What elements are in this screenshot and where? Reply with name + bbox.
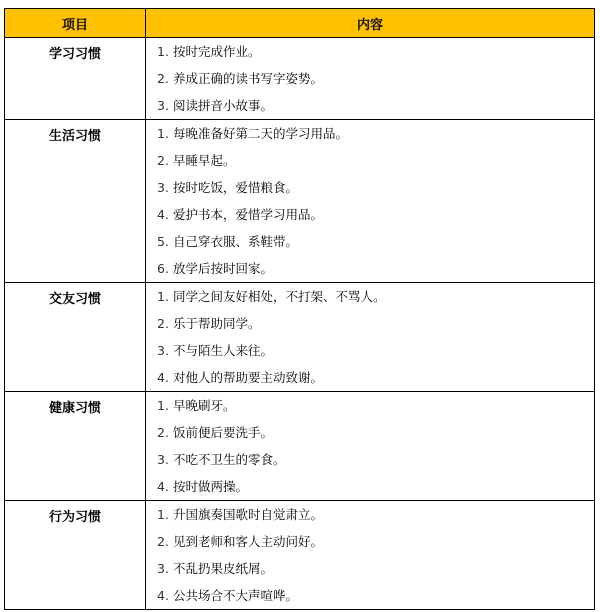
list-item-number: 2. — [157, 425, 169, 440]
list-item-text: 不与陌生人来往。 — [173, 343, 274, 358]
list-item-number: 1. — [157, 398, 169, 413]
list-item-number: 1. — [157, 289, 169, 304]
table-row — [5, 38, 595, 120]
content-list — [146, 120, 594, 282]
list-item-text: 阅读拼音小故事。 — [173, 98, 274, 113]
habits-table — [4, 8, 595, 610]
list-item-text: 乐于帮助同学。 — [173, 316, 261, 331]
list-item-text: 按时做两操。 — [173, 479, 249, 494]
header-content: 内容 — [146, 9, 595, 38]
category-cell: 行为习惯 — [5, 501, 146, 610]
list-item-text: 同学之间友好相处，不打架、不骂人。 — [173, 289, 386, 304]
list-item — [146, 419, 594, 446]
list-item — [146, 392, 594, 419]
list-item-number: 2. — [157, 534, 169, 549]
list-item — [146, 228, 594, 255]
list-item — [146, 65, 594, 92]
list-item-text: 爱护书本，爱惜学习用品。 — [173, 207, 324, 222]
list-item-text: 每晚准备好第二天的学习用品。 — [173, 126, 349, 141]
content-list — [146, 38, 594, 119]
header-row — [5, 9, 595, 38]
list-item-number: 2. — [157, 153, 169, 168]
table-row — [5, 501, 595, 610]
list-item — [146, 92, 594, 119]
table-header — [5, 9, 595, 38]
list-item-text: 早晚刷牙。 — [173, 398, 236, 413]
list-item — [146, 473, 594, 500]
list-item — [146, 283, 594, 310]
list-item-text: 对他人的帮助要主动致谢。 — [173, 370, 324, 385]
list-item-number: 5. — [157, 234, 169, 249]
list-item-number: 4. — [157, 588, 169, 603]
list-item-number: 6. — [157, 261, 169, 276]
list-item-number: 3. — [157, 561, 169, 576]
table-row — [5, 392, 595, 501]
list-item-text: 见到老师和客人主动问好。 — [173, 534, 324, 549]
content-cell — [146, 392, 595, 501]
list-item-text: 不吃不卫生的零食。 — [173, 452, 286, 467]
list-item-text: 养成正确的读书写字姿势。 — [173, 71, 324, 86]
content-cell — [146, 120, 595, 283]
table-row — [5, 283, 595, 392]
list-item — [146, 201, 594, 228]
list-item-number: 1. — [157, 507, 169, 522]
list-item-number: 3. — [157, 452, 169, 467]
list-item-number: 1. — [157, 44, 169, 59]
list-item-number: 2. — [157, 71, 169, 86]
list-item-text: 早睡早起。 — [173, 153, 236, 168]
list-item-number: 4. — [157, 370, 169, 385]
list-item-text: 按时完成作业。 — [173, 44, 261, 59]
list-item-text: 放学后按时回家。 — [173, 261, 274, 276]
list-item — [146, 120, 594, 147]
list-item-number: 4. — [157, 207, 169, 222]
list-item-number: 3. — [157, 343, 169, 358]
list-item — [146, 147, 594, 174]
list-item — [146, 501, 594, 528]
content-cell — [146, 283, 595, 392]
content-cell — [146, 501, 595, 610]
list-item-text: 不乱扔果皮纸屑。 — [173, 561, 274, 576]
list-item — [146, 555, 594, 582]
header-item: 项目 — [5, 9, 146, 38]
list-item-text: 公共场合不大声喧哗。 — [173, 588, 299, 603]
list-item — [146, 38, 594, 65]
list-item-number: 3. — [157, 98, 169, 113]
table-row — [5, 120, 595, 283]
list-item-text: 自己穿衣服、系鞋带。 — [173, 234, 299, 249]
list-item — [146, 446, 594, 473]
list-item — [146, 310, 594, 337]
list-item — [146, 528, 594, 555]
list-item — [146, 174, 594, 201]
list-item-number: 2. — [157, 316, 169, 331]
content-list — [146, 392, 594, 500]
category-cell: 交友习惯 — [5, 283, 146, 392]
list-item-number: 4. — [157, 479, 169, 494]
content-cell — [146, 38, 595, 120]
content-list — [146, 501, 594, 609]
category-cell: 生活习惯 — [5, 120, 146, 283]
list-item-number: 3. — [157, 180, 169, 195]
category-cell: 学习习惯 — [5, 38, 146, 120]
list-item-text: 饭前便后要洗手。 — [173, 425, 274, 440]
list-item-text: 升国旗奏国歌时自觉肃立。 — [173, 507, 324, 522]
list-item — [146, 255, 594, 282]
list-item-number: 1. — [157, 126, 169, 141]
content-list — [146, 283, 594, 391]
list-item — [146, 364, 594, 391]
list-item-text: 按时吃饭，爱惜粮食。 — [173, 180, 299, 195]
table-body — [5, 38, 595, 610]
list-item — [146, 582, 594, 609]
list-item — [146, 337, 594, 364]
category-cell: 健康习惯 — [5, 392, 146, 501]
